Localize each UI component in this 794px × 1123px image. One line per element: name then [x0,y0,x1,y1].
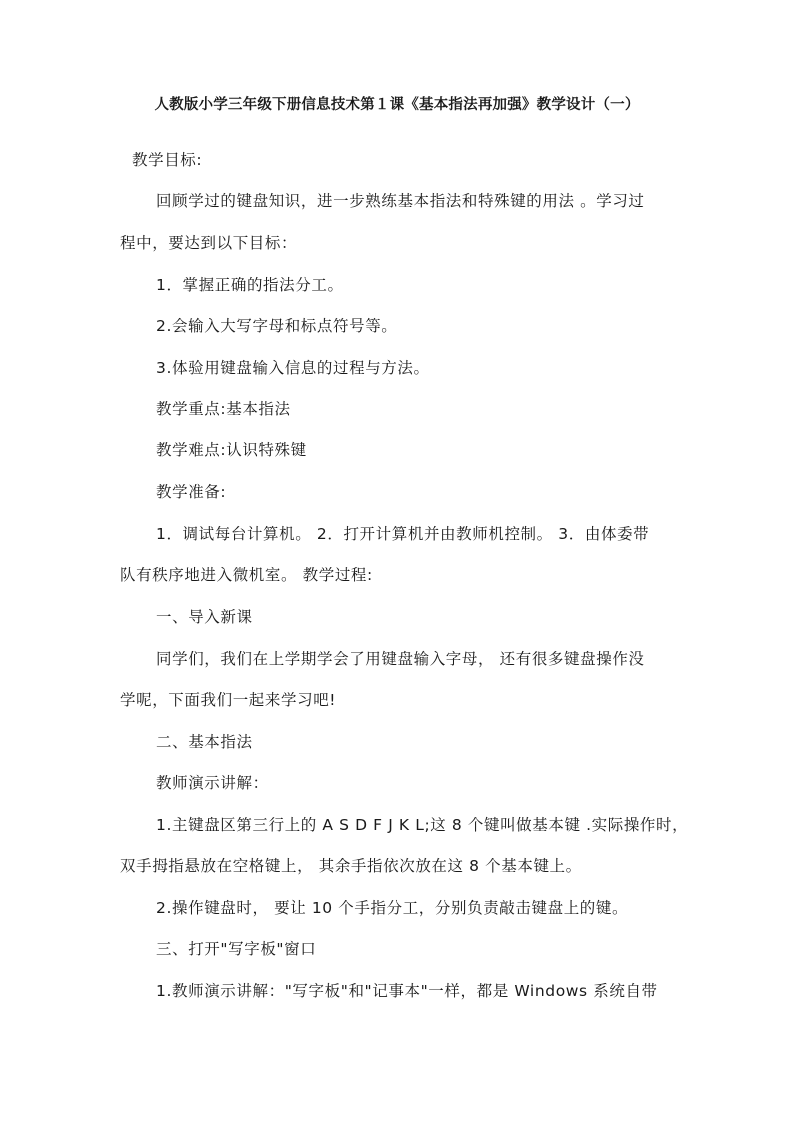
document-title: 人教版小学三年级下册信息技术第１课《基本指法再加强》教学设计（一） [154,96,640,113]
difficulty-line: 教学难点:认识特殊键 [156,441,307,459]
paragraph-line: 1.主键盘区第三行上的 A S D F J K L;这 8 个键叫做基本键 .实际操作时， [156,816,689,834]
section-heading-intro: 一、导入新课 [156,608,253,626]
paragraph-line: 学呢，下面我们一起来学习吧! [120,691,337,709]
paragraph-line: 回顾学过的键盘知识，进一步熟练基本指法和特殊键的用法 。学习过 [156,192,645,210]
paragraph-line: 队有秩序地进入微机室。 教学过程: [120,566,373,584]
paragraph-line: 同学们，我们在上学期学会了用键盘输入字母， 还有很多键盘操作没 [156,650,645,668]
preparation-heading: 教学准备: [156,483,227,501]
paragraph-line: 程中，要达到以下目标： [120,234,298,252]
list-item: 3.体验用键盘输入信息的过程与方法。 [156,359,430,377]
paragraph-line: 双手拇指悬放在空格键上， 其余手指依次放在这 8 个基本键上。 [120,857,582,875]
list-item: 2.会输入大写字母和标点符号等。 [156,317,398,335]
paragraph-line: 1.教师演示讲解："写字板"和"记事本"一样，都是 Windows 系统自带 [156,982,658,1000]
paragraph-line: 2.操作键盘时， 要让 10 个手指分工，分别负责敲击键盘上的键。 [156,899,629,917]
paragraph-line: 教师演示讲解： [156,774,269,792]
paragraph-line: 1．调试每台计算机。 2．打开计算机并由教师机控制。 3．由体委带 [156,525,650,543]
section-heading-wordpad: 三、打开"写字板"窗口 [156,940,317,958]
section-heading-objectives: 教学目标: [132,151,203,169]
list-item: 1．掌握正确的指法分工。 [156,276,344,294]
section-heading-fingering: 二、基本指法 [156,733,253,751]
key-point-line: 教学重点:基本指法 [156,400,291,418]
